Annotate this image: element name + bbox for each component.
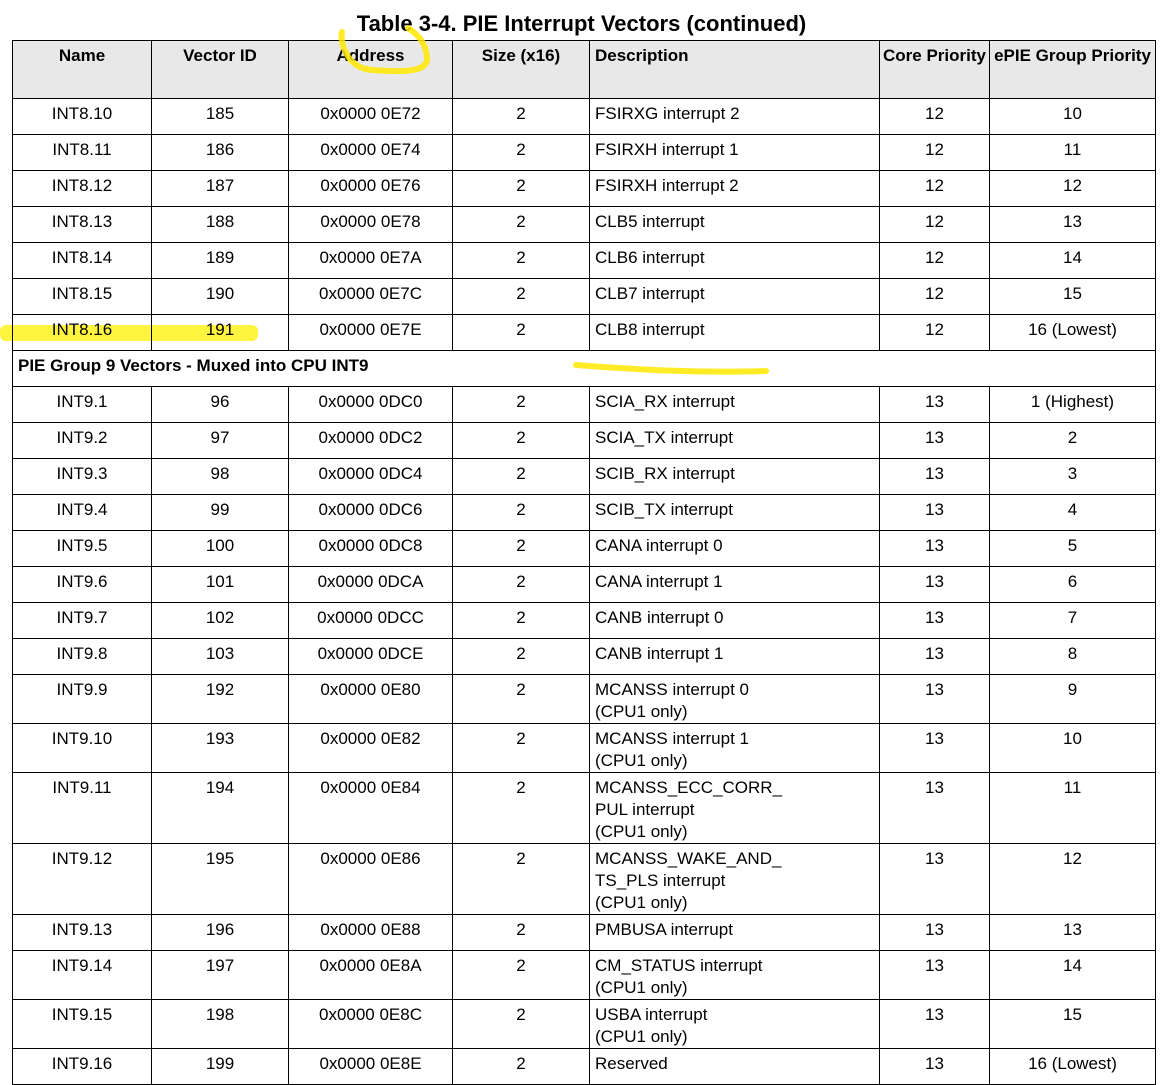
cell-core-priority: 12	[880, 279, 990, 315]
cell-group-priority: 2	[990, 423, 1156, 459]
cell-group-priority: 6	[990, 567, 1156, 603]
cell-description	[590, 567, 880, 603]
cell-description: FSIRXH interrupt 1	[590, 135, 880, 171]
cell-size: 2	[453, 495, 590, 531]
cell-vector-id: 187	[152, 171, 289, 207]
group9-heading: PIE Group 9 Vectors - Muxed into CPU INT9	[18, 356, 369, 375]
cell-description	[590, 1049, 880, 1085]
table-row	[13, 844, 1156, 915]
cell-description: CLB5 interrupt	[590, 207, 880, 243]
cell-vector-id: 197	[152, 951, 289, 1000]
cell-name: INT9.8	[13, 639, 152, 675]
cell-vector-id: 186	[152, 135, 289, 171]
description-line: SCIB_RX interrupt	[595, 464, 735, 483]
cell-group-priority: 14	[990, 951, 1156, 1000]
cell-size: 2	[453, 567, 590, 603]
table-row	[13, 603, 1156, 639]
cell-group-priority: 3	[990, 459, 1156, 495]
cell-group-priority: 15	[990, 1000, 1156, 1049]
cell-group-priority: 12	[990, 844, 1156, 915]
cell-name: INT9.1	[13, 387, 152, 423]
description-line: Reserved	[595, 1054, 668, 1073]
cell-name: INT8.13	[13, 207, 152, 243]
cell-core-priority: 13	[880, 459, 990, 495]
table-row	[13, 99, 1156, 135]
cell-size: 2	[453, 99, 590, 135]
cell-name: INT9.9	[13, 675, 152, 724]
cell-vector-id: 103	[152, 639, 289, 675]
table-row	[13, 279, 1156, 315]
description-line: SCIB_TX interrupt	[595, 500, 733, 519]
cell-size: 2	[453, 915, 590, 951]
table-row	[13, 207, 1156, 243]
cell-group-priority: 5	[990, 531, 1156, 567]
cell-vector-id: 199	[152, 1049, 289, 1085]
column-header-address: Address	[289, 41, 453, 99]
cell-vector-id: 102	[152, 603, 289, 639]
description-line: (CPU1 only)	[595, 702, 688, 721]
cell-vector-id: 192	[152, 675, 289, 724]
cell-description	[590, 675, 880, 724]
table-row	[13, 243, 1156, 279]
cell-description	[590, 1000, 880, 1049]
cell-core-priority: 12	[880, 99, 990, 135]
cell-core-priority: 13	[880, 567, 990, 603]
cell-description: CLB7 interrupt	[590, 279, 880, 315]
description-line: (CPU1 only)	[595, 978, 688, 997]
cell-core-priority: 13	[880, 531, 990, 567]
cell-name: INT8.14	[13, 243, 152, 279]
description-line: MCANSS interrupt 0	[595, 680, 749, 699]
cell-size: 2	[453, 724, 590, 773]
cell-vector-id: 195	[152, 844, 289, 915]
description-line: MCANSS_ECC_CORR_	[595, 778, 783, 797]
cell-vector-id: 190	[152, 279, 289, 315]
cell-size: 2	[453, 844, 590, 915]
cell-description	[590, 531, 880, 567]
cell-group-priority: 8	[990, 639, 1156, 675]
cell-core-priority: 12	[880, 315, 990, 351]
cell-address: 0x0000 0E8E	[289, 1049, 453, 1085]
cell-size: 2	[453, 951, 590, 1000]
cell-group-priority: 1 (Highest)	[990, 387, 1156, 423]
header-row	[13, 41, 1156, 99]
cell-size: 2	[453, 675, 590, 724]
cell-description	[590, 915, 880, 951]
cell-vector-id: 98	[152, 459, 289, 495]
cell-group-priority: 11	[990, 773, 1156, 844]
cell-address: 0x0000 0E8A	[289, 951, 453, 1000]
interrupt-vector-table	[12, 40, 1156, 1085]
description-line: USBA interrupt	[595, 1005, 708, 1024]
table-row	[13, 675, 1156, 724]
column-header-core-priority: Core Priority	[880, 41, 990, 99]
cell-core-priority: 13	[880, 495, 990, 531]
cell-description	[590, 773, 880, 844]
table-row	[13, 724, 1156, 773]
cell-size: 2	[453, 423, 590, 459]
cell-vector-id: 185	[152, 99, 289, 135]
cell-group-priority: 12	[990, 171, 1156, 207]
description-line: MCANSS interrupt 1	[595, 729, 749, 748]
description-line: (CPU1 only)	[595, 893, 688, 912]
cell-name: INT9.12	[13, 844, 152, 915]
cell-description	[590, 459, 880, 495]
cell-name: INT9.5	[13, 531, 152, 567]
cell-name: INT9.2	[13, 423, 152, 459]
table-title: Table 3-4. PIE Interrupt Vectors (continued)	[356, 11, 807, 36]
cell-vector-id: 189	[152, 243, 289, 279]
cell-group-priority: 10	[990, 724, 1156, 773]
cell-size: 2	[453, 243, 590, 279]
cell-group-priority: 10	[990, 99, 1156, 135]
cell-address: 0x0000 0DC6	[289, 495, 453, 531]
cell-vector-id: 99	[152, 495, 289, 531]
table-row	[13, 915, 1156, 951]
cell-address: 0x0000 0DC8	[289, 531, 453, 567]
table-row	[13, 531, 1156, 567]
cell-description: FSIRXH interrupt 2	[590, 171, 880, 207]
cell-address: 0x0000 0E86	[289, 844, 453, 915]
cell-name: INT9.16	[13, 1049, 152, 1085]
table-row	[13, 1000, 1156, 1049]
table-row	[13, 567, 1156, 603]
cell-description	[590, 724, 880, 773]
cell-address: 0x0000 0DCE	[289, 639, 453, 675]
cell-address: 0x0000 0DC0	[289, 387, 453, 423]
cell-size: 2	[453, 459, 590, 495]
cell-description: FSIRXG interrupt 2	[590, 99, 880, 135]
column-header-name: Name	[13, 41, 152, 99]
table-row	[13, 495, 1156, 531]
cell-group-priority: 16 (Lowest)	[990, 315, 1156, 351]
cell-address: 0x0000 0DCC	[289, 603, 453, 639]
description-line: SCIA_RX interrupt	[595, 392, 735, 411]
table-row	[13, 951, 1156, 1000]
cell-name: INT9.13	[13, 915, 152, 951]
cell-size: 2	[453, 135, 590, 171]
cell-vector-id: 96	[152, 387, 289, 423]
column-header-vector-id: Vector ID	[152, 41, 289, 99]
cell-group-priority: 4	[990, 495, 1156, 531]
cell-core-priority: 12	[880, 207, 990, 243]
cell-address: 0x0000 0DC2	[289, 423, 453, 459]
cell-address: 0x0000 0E74	[289, 135, 453, 171]
cell-address: 0x0000 0E7E	[289, 315, 453, 351]
description-line: CANA interrupt 1	[595, 572, 723, 591]
cell-name: INT9.4	[13, 495, 152, 531]
cell-address: 0x0000 0E7A	[289, 243, 453, 279]
table-row	[13, 773, 1156, 844]
cell-description: CLB6 interrupt	[590, 243, 880, 279]
cell-core-priority: 13	[880, 387, 990, 423]
cell-address: 0x0000 0E84	[289, 773, 453, 844]
cell-address: 0x0000 0DCA	[289, 567, 453, 603]
cell-core-priority: 13	[880, 603, 990, 639]
cell-description	[590, 639, 880, 675]
cell-size: 2	[453, 387, 590, 423]
cell-core-priority: 13	[880, 675, 990, 724]
cell-size: 2	[453, 1049, 590, 1085]
table-row	[13, 171, 1156, 207]
cell-description	[590, 423, 880, 459]
description-line: (CPU1 only)	[595, 1027, 688, 1046]
cell-name: INT9.6	[13, 567, 152, 603]
cell-address: 0x0000 0E76	[289, 171, 453, 207]
cell-description	[590, 495, 880, 531]
description-line: CANA interrupt 0	[595, 536, 723, 555]
cell-name: INT9.3	[13, 459, 152, 495]
cell-address: 0x0000 0E72	[289, 99, 453, 135]
cell-vector-id: 101	[152, 567, 289, 603]
cell-group-priority: 13	[990, 915, 1156, 951]
cell-core-priority: 13	[880, 1000, 990, 1049]
table-row	[13, 423, 1156, 459]
description-line: (CPU1 only)	[595, 822, 688, 841]
cell-name: INT8.10	[13, 99, 152, 135]
column-header-group-priority: ePIE Group Priority	[990, 41, 1156, 99]
description-line: SCIA_TX interrupt	[595, 428, 733, 447]
cell-description	[590, 603, 880, 639]
cell-group-priority: 15	[990, 279, 1156, 315]
cell-size: 2	[453, 315, 590, 351]
cell-core-priority: 12	[880, 243, 990, 279]
cell-name: INT8.15	[13, 279, 152, 315]
cell-address: 0x0000 0E80	[289, 675, 453, 724]
cell-size: 2	[453, 773, 590, 844]
cell-core-priority: 13	[880, 951, 990, 1000]
column-header-size: Size (x16)	[453, 41, 590, 99]
cell-description	[590, 951, 880, 1000]
cell-core-priority: 13	[880, 423, 990, 459]
cell-core-priority: 13	[880, 773, 990, 844]
description-line: CANB interrupt 1	[595, 644, 724, 663]
table-row	[13, 1049, 1156, 1085]
cell-name: INT8.12	[13, 171, 152, 207]
cell-vector-id: 193	[152, 724, 289, 773]
cell-group-priority: 11	[990, 135, 1156, 171]
table-row	[13, 387, 1156, 423]
cell-description	[590, 387, 880, 423]
description-line: PUL interrupt	[595, 800, 695, 819]
cell-address: 0x0000 0DC4	[289, 459, 453, 495]
cell-core-priority: 13	[880, 844, 990, 915]
cell-vector-id: 196	[152, 915, 289, 951]
description-line: MCANSS_WAKE_AND_	[595, 849, 782, 868]
group-heading-row	[13, 351, 1156, 387]
cell-address: 0x0000 0E7C	[289, 279, 453, 315]
description-line: CANB interrupt 0	[595, 608, 724, 627]
description-line: CM_STATUS interrupt	[595, 956, 763, 975]
cell-size: 2	[453, 171, 590, 207]
cell-group-priority: 7	[990, 603, 1156, 639]
cell-size: 2	[453, 603, 590, 639]
cell-name: INT9.7	[13, 603, 152, 639]
cell-description	[590, 844, 880, 915]
cell-group-priority: 14	[990, 243, 1156, 279]
cell-vector-id: 191	[152, 315, 289, 351]
cell-vector-id: 100	[152, 531, 289, 567]
cell-name: INT8.16	[13, 315, 152, 351]
cell-name: INT9.10	[13, 724, 152, 773]
cell-core-priority: 13	[880, 915, 990, 951]
cell-group-priority: 16 (Lowest)	[990, 1049, 1156, 1085]
cell-name: INT8.11	[13, 135, 152, 171]
cell-size: 2	[453, 1000, 590, 1049]
cell-core-priority: 12	[880, 135, 990, 171]
cell-name: INT9.14	[13, 951, 152, 1000]
description-line: TS_PLS interrupt	[595, 871, 726, 890]
cell-core-priority: 13	[880, 1049, 990, 1085]
group-heading-cell	[13, 351, 1156, 387]
table-row	[13, 315, 1156, 351]
column-header-description: Description	[590, 41, 880, 99]
cell-address: 0x0000 0E8C	[289, 1000, 453, 1049]
cell-core-priority: 13	[880, 724, 990, 773]
description-line: PMBUSA interrupt	[595, 920, 733, 939]
cell-address: 0x0000 0E78	[289, 207, 453, 243]
cell-size: 2	[453, 639, 590, 675]
cell-core-priority: 12	[880, 171, 990, 207]
cell-name: INT9.15	[13, 1000, 152, 1049]
table-row	[13, 459, 1156, 495]
cell-group-priority: 9	[990, 675, 1156, 724]
cell-vector-id: 188	[152, 207, 289, 243]
cell-name: INT9.11	[13, 773, 152, 844]
cell-size: 2	[453, 207, 590, 243]
cell-size: 2	[453, 531, 590, 567]
cell-size: 2	[453, 279, 590, 315]
description-line: (CPU1 only)	[595, 751, 688, 770]
cell-address: 0x0000 0E82	[289, 724, 453, 773]
cell-vector-id: 198	[152, 1000, 289, 1049]
cell-vector-id: 194	[152, 773, 289, 844]
table-row	[13, 135, 1156, 171]
cell-core-priority: 13	[880, 639, 990, 675]
cell-vector-id: 97	[152, 423, 289, 459]
cell-group-priority: 13	[990, 207, 1156, 243]
cell-address: 0x0000 0E88	[289, 915, 453, 951]
table-row	[13, 639, 1156, 675]
cell-description: CLB8 interrupt	[590, 315, 880, 351]
